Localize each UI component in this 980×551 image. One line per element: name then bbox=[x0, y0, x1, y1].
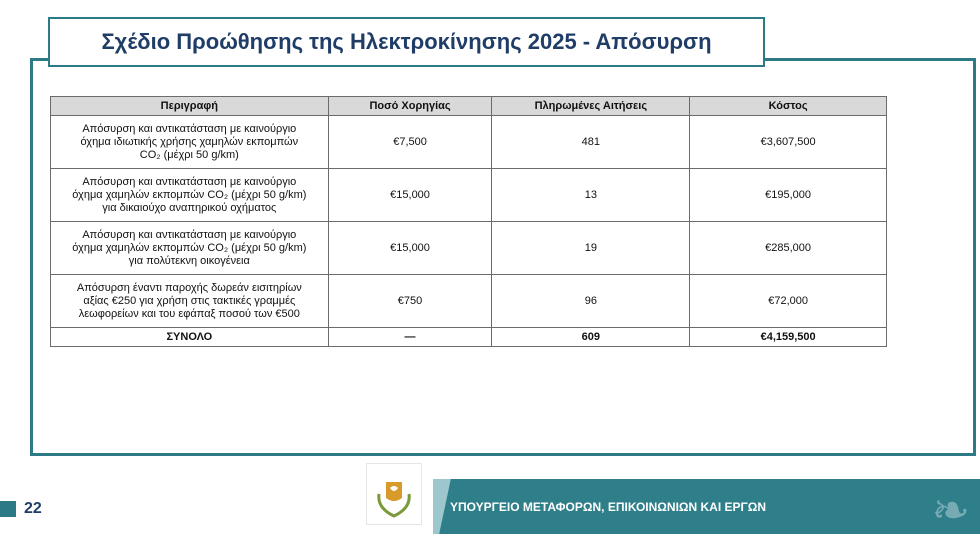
description-line: Απόσυρση και αντικατάσταση με καινούργιο bbox=[82, 228, 297, 241]
row-description bbox=[51, 222, 329, 275]
description-line: όχημα ιδιωτικής χρήσης χαμηλών εκπομπών bbox=[80, 135, 299, 148]
grant-table bbox=[50, 96, 887, 347]
table-header-row bbox=[51, 97, 887, 116]
row-amount: €750 bbox=[328, 275, 492, 328]
row-cost: €285,000 bbox=[690, 222, 887, 275]
row-applications: 19 bbox=[492, 222, 690, 275]
header-applications: Πληρωμένες Αιτήσεις bbox=[492, 97, 690, 116]
total-label: ΣΥΝΟΛΟ bbox=[51, 328, 329, 347]
title-box bbox=[48, 17, 765, 67]
ministry-name: ΥΠΟΥΡΓΕΙΟ ΜΕΤΑΦΟΡΩΝ, ΕΠΙΚΟΙΝΩΝΙΩΝ ΚΑΙ ΕΡΓΩΝ bbox=[450, 500, 767, 514]
row-cost: €195,000 bbox=[690, 169, 887, 222]
header-cost: Κόστος bbox=[690, 97, 887, 116]
row-description bbox=[51, 116, 329, 169]
row-cost: €72,000 bbox=[690, 275, 887, 328]
total-cost: €4,159,500 bbox=[690, 328, 887, 347]
row-description bbox=[51, 275, 329, 328]
row-amount: €7,500 bbox=[328, 116, 492, 169]
cyprus-coat-of-arms-icon bbox=[366, 463, 422, 525]
description-line: λεωφορείων και του εφάπαξ ποσού των €500 bbox=[78, 307, 300, 320]
description-line: Απόσυρση και αντικατάσταση με καινούργιο bbox=[82, 122, 297, 135]
header-description: Περιγραφή bbox=[51, 97, 329, 116]
description-line: Απόσυρση και αντικατάσταση με καινούργιο bbox=[82, 175, 297, 188]
row-applications: 13 bbox=[492, 169, 690, 222]
description-line: για πολύτεκνη οικογένεια bbox=[128, 254, 250, 267]
page-number bbox=[0, 500, 42, 518]
description-line: Απόσυρση έναντι παροχής δωρεάν εισιτηρίων bbox=[76, 281, 302, 294]
row-description bbox=[51, 169, 329, 222]
row-cost: €3,607,500 bbox=[690, 116, 887, 169]
row-amount: €15,000 bbox=[328, 169, 492, 222]
description-line: CO₂ (μέχρι 50 g/km) bbox=[139, 148, 239, 161]
table-row bbox=[51, 275, 887, 328]
description-line: αξίας €250 για χρήση στις τακτικές γραμμές bbox=[83, 294, 296, 307]
row-applications: 481 bbox=[492, 116, 690, 169]
table-row bbox=[51, 169, 887, 222]
description-line: όχημα χαμηλών εκπομπών CO₂ (μέχρι 50 g/km) bbox=[72, 241, 307, 254]
page-title: Σχέδιο Προώθησης της Ηλεκτροκίνησης 2025 - Απόσυρση bbox=[101, 29, 712, 54]
table-row bbox=[51, 222, 887, 275]
total-applications: 609 bbox=[492, 328, 690, 347]
description-line: όχημα χαμηλών εκπομπών CO₂ (μέχρι 50 g/km) bbox=[72, 188, 307, 201]
table-row bbox=[51, 116, 887, 169]
row-amount: €15,000 bbox=[328, 222, 492, 275]
total-row bbox=[51, 328, 887, 347]
description-line: για δικαιούχο αναπηρικού οχήματος bbox=[102, 201, 277, 214]
total-amount: — bbox=[328, 328, 492, 347]
header-amount: Ποσό Χορηγίας bbox=[328, 97, 492, 116]
row-applications: 96 bbox=[492, 275, 690, 328]
page-number-text: 22 bbox=[24, 500, 42, 517]
page-number-marker bbox=[0, 501, 16, 517]
dove-watermark-icon: ❧ bbox=[931, 484, 970, 536]
